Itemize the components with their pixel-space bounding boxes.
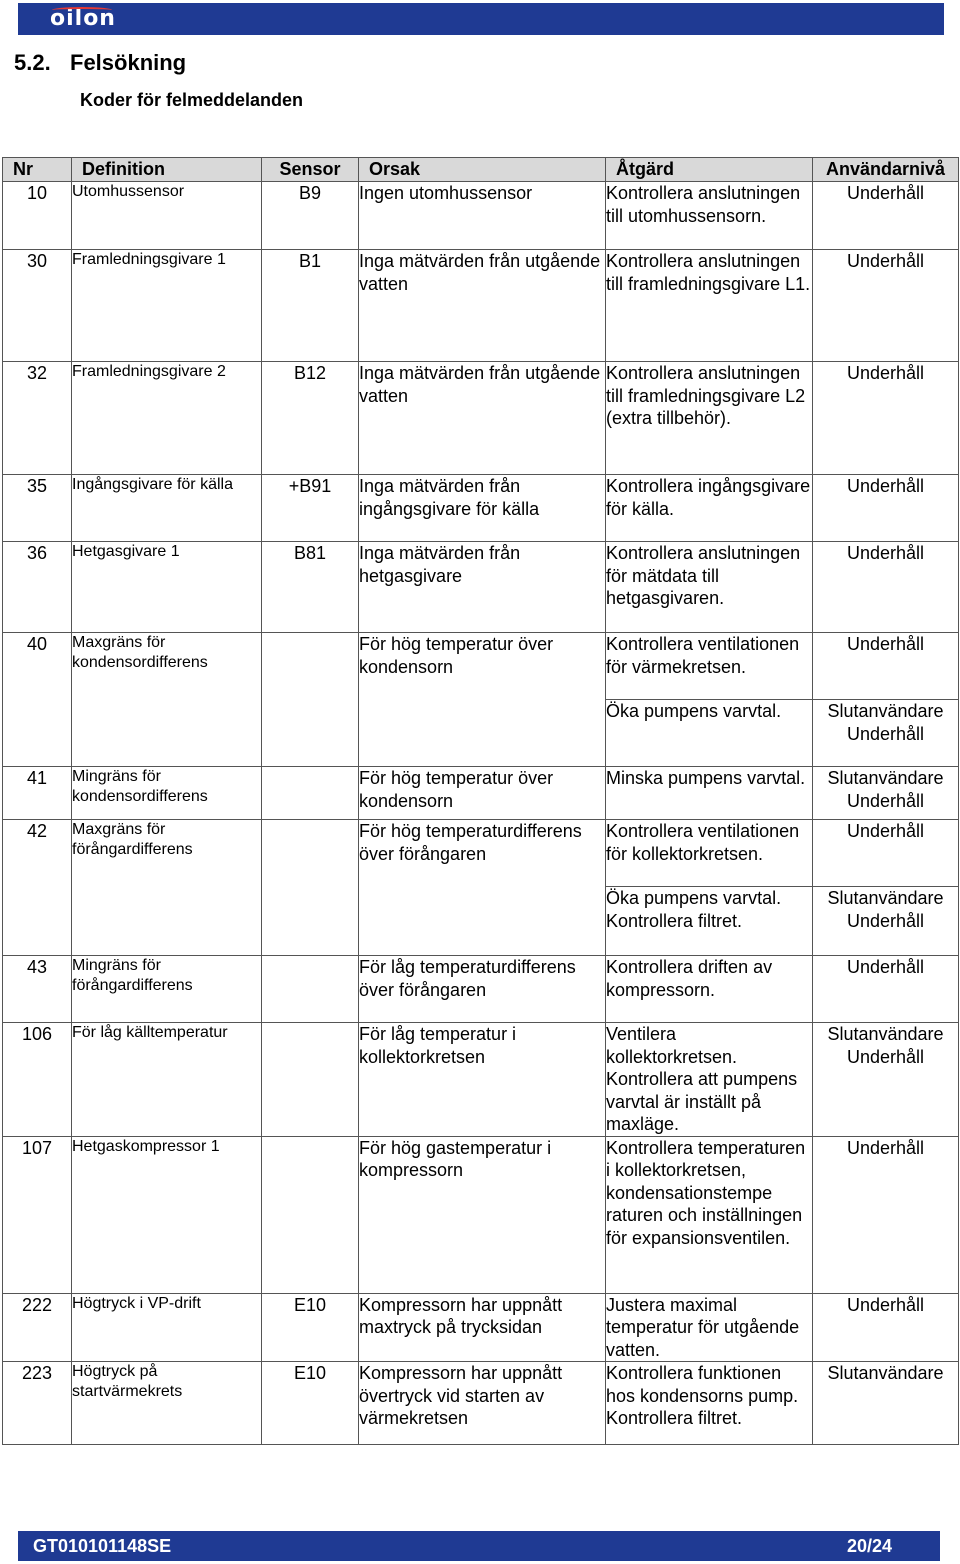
cell-action: Kontrollera anslutningen till framledningsgivare L1. [606, 250, 813, 362]
cell-action: Kontrollera driften av kompressorn. [606, 956, 813, 1023]
cell-action: Kontrollera anslutningen för mätdata till hetgasgivaren. [606, 542, 813, 633]
cell-sensor [262, 1136, 359, 1293]
table-row [3, 250, 959, 362]
cell-nr: 107 [3, 1136, 72, 1293]
cell-sensor [262, 767, 359, 820]
cell-cause: Kompressorn har uppnått övertryck vid starten av värmekretsen [359, 1362, 606, 1445]
cell-cause: För låg temperatur i kollektorkretsen [359, 1023, 606, 1137]
cell-action: Minska pumpens varvtal. [606, 767, 813, 820]
cell-user-level: Underhåll [813, 182, 959, 250]
document-id: GT010101148SE [33, 1536, 172, 1556]
cell-cause: Inga mätvärden från utgående vatten [359, 250, 606, 362]
cell-definition: Mingräns för förångardifferens [72, 956, 262, 1023]
cell-cause: Inga mätvärden från hetgasgivare [359, 542, 606, 633]
cell-cause: Inga mätvärden från ingångsgivare för källa [359, 475, 606, 542]
table-row [3, 956, 959, 1023]
cell-user-level: Underhåll [813, 956, 959, 1023]
footer-bar [18, 1531, 940, 1561]
cell-action: Kontrollera ingångsgivare för källa. [606, 475, 813, 542]
cell-definition: Framledningsgivare 1 [72, 250, 262, 362]
table-row [3, 362, 959, 475]
cell-cause: Ingen utomhussensor [359, 182, 606, 250]
cell-user-level: Underhåll [813, 633, 959, 700]
cell-definition: Högtryck på startvärmekrets [72, 1362, 262, 1445]
cell-user-level: Underhåll [813, 362, 959, 475]
cell-nr: 222 [3, 1293, 72, 1362]
cell-cause: Inga mätvärden från utgående vatten [359, 362, 606, 475]
cell-sensor [262, 633, 359, 767]
column-header-cause: Orsak [359, 158, 606, 182]
cell-cause: För hög gastemperatur i kompressorn [359, 1136, 606, 1293]
table-row [3, 1023, 959, 1137]
cell-sensor: B9 [262, 182, 359, 250]
header-bar [18, 3, 944, 35]
cell-user-level: Slutanvändare Underhåll [813, 767, 959, 820]
cell-sensor: B81 [262, 542, 359, 633]
table-header-row [3, 158, 959, 182]
oilon-logo: oilon [50, 6, 116, 31]
section-number: 5.2. [14, 50, 51, 75]
column-header-sensor: Sensor [262, 158, 359, 182]
cell-definition: Hetgasgivare 1 [72, 542, 262, 633]
cell-sensor [262, 1023, 359, 1137]
cell-definition: Utomhussensor [72, 182, 262, 250]
cell-sensor: B1 [262, 250, 359, 362]
cell-nr: 43 [3, 956, 72, 1023]
cell-user-level: Underhåll [813, 250, 959, 362]
table-row [3, 182, 959, 250]
cell-action: Öka pumpens varvtal. [606, 700, 813, 767]
cell-cause: För hög temperatur över kondensorn [359, 767, 606, 820]
table-row [3, 1293, 959, 1362]
cell-action: Kontrollera funktionen hos kondensorns pump. Kontrollera filtret. [606, 1362, 813, 1445]
cell-sensor: B12 [262, 362, 359, 475]
section-title [14, 50, 186, 76]
cell-nr: 36 [3, 542, 72, 633]
cell-sensor [262, 956, 359, 1023]
cell-user-level: Underhåll [813, 542, 959, 633]
cell-nr: 30 [3, 250, 72, 362]
cell-user-level: Underhåll [813, 820, 959, 887]
cell-nr: 42 [3, 820, 72, 956]
cell-action: Öka pumpens varvtal. Kontrollera filtret. [606, 887, 813, 956]
cell-user-level: Slutanvändare Underhåll [813, 1023, 959, 1137]
cell-user-level: Underhåll [813, 475, 959, 542]
cell-sensor [262, 820, 359, 956]
page-number: 20/24 [846, 1536, 892, 1556]
cell-nr: 35 [3, 475, 72, 542]
cell-user-level: Slutanvändare [813, 1362, 959, 1445]
cell-action: Kontrollera temperaturen i kollektorkretsen, kondensationstempe raturen och inställningen för expansionsventilen. [606, 1136, 813, 1293]
column-header-user-level: Användarnivå [813, 158, 959, 182]
column-header-definition: Definition [72, 158, 262, 182]
table-row [3, 633, 959, 700]
cell-definition: För låg källtemperatur [72, 1023, 262, 1137]
error-codes-table [2, 157, 959, 1445]
cell-definition: Maxgräns för kondensordifferens [72, 633, 262, 767]
cell-action: Kontrollera anslutningen till utomhussensorn. [606, 182, 813, 250]
table-row [3, 475, 959, 542]
table-row [3, 767, 959, 820]
cell-nr: 40 [3, 633, 72, 767]
cell-user-level: Slutanvändare Underhåll [813, 887, 959, 956]
cell-cause: För hög temperatur över kondensorn [359, 633, 606, 767]
cell-sensor: E10 [262, 1362, 359, 1445]
cell-definition: Ingångsgivare för källa [72, 475, 262, 542]
cell-definition: Mingräns för kondensordifferens [72, 767, 262, 820]
table-row [3, 820, 959, 887]
cell-action: Kontrollera ventilationen för värmekretsen. [606, 633, 813, 700]
cell-definition: Framledningsgivare 2 [72, 362, 262, 475]
cell-cause: För hög temperaturdifferens över förångaren [359, 820, 606, 956]
cell-definition: Maxgräns för förångardifferens [72, 820, 262, 956]
cell-nr: 106 [3, 1023, 72, 1137]
cell-sensor: +B91 [262, 475, 359, 542]
cell-definition: Högtryck i VP-drift [72, 1293, 262, 1362]
table-row [3, 1136, 959, 1293]
cell-user-level: Slutanvändare Underhåll [813, 700, 959, 767]
cell-nr: 10 [3, 182, 72, 250]
cell-action: Ventilera kollektorkretsen. Kontrollera att pumpens varvtal är inställt på maxläge. [606, 1023, 813, 1137]
table-row [3, 542, 959, 633]
section-heading: Felsökning [70, 50, 187, 75]
cell-user-level: Underhåll [813, 1293, 959, 1362]
cell-nr: 223 [3, 1362, 72, 1445]
cell-cause: För låg temperaturdifferens över förångaren [359, 956, 606, 1023]
table-row [3, 1362, 959, 1445]
column-header-action: Åtgärd [606, 158, 813, 182]
section-subtitle: Koder för felmeddelanden [80, 90, 304, 110]
cell-nr: 41 [3, 767, 72, 820]
cell-action: Kontrollera ventilationen för kollektorkretsen. [606, 820, 813, 887]
cell-cause: Kompressorn har uppnått maxtryck på trycksidan [359, 1293, 606, 1362]
cell-action: Justera maximal temperatur för utgående vatten. [606, 1293, 813, 1362]
cell-definition: Hetgaskompressor 1 [72, 1136, 262, 1293]
cell-nr: 32 [3, 362, 72, 475]
cell-sensor: E10 [262, 1293, 359, 1362]
cell-action: Kontrollera anslutningen till framledningsgivare L2 (extra tillbehör). [606, 362, 813, 475]
cell-user-level: Underhåll [813, 1136, 959, 1293]
column-header-nr: Nr [3, 158, 72, 182]
